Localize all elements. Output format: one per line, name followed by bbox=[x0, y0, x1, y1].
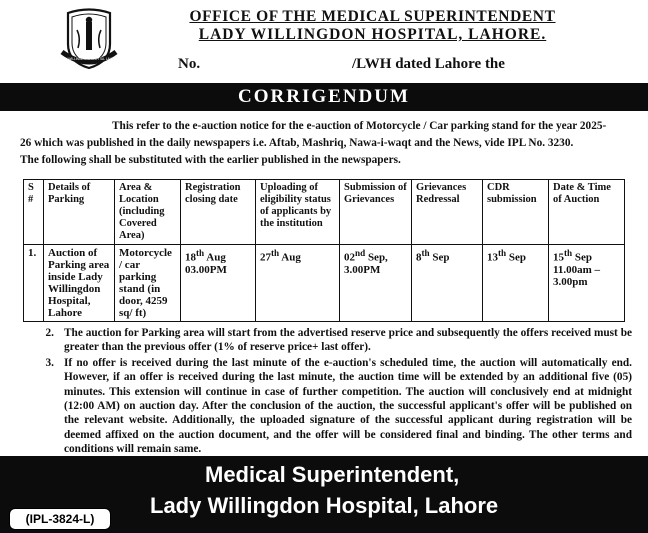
corrigendum-banner: CORRIGENDUM bbox=[0, 83, 648, 111]
cell-cdr: 13th Sep bbox=[483, 245, 549, 322]
intro-line-2: 26 which was published in the daily newspapers i.e. Aftab, Mashriq, Nawa-i-waqt and the News, vide IPL No. 3230. bbox=[20, 137, 574, 149]
header-serial: S # bbox=[24, 180, 44, 245]
intro-line-3: The following shall be substituted with the earlier published in the newspapers. bbox=[20, 154, 401, 166]
cell-uploading: 27th Aug bbox=[256, 245, 340, 322]
table-row bbox=[24, 245, 625, 322]
office-title: OFFICE OF THE MEDICAL SUPERINTENDENT bbox=[189, 8, 556, 25]
cell-area: Motorcycle / car parking stand (in door, 4259 sq/ ft) bbox=[115, 245, 181, 322]
hospital-title: LADY WILLINGDON HOSPITAL, LAHORE. bbox=[198, 26, 547, 43]
header-uploading: Uploading of eligibility status of applicants by the institution bbox=[256, 180, 340, 245]
logo-text: LADY WILLINGDON HOSPITAL LAHORE bbox=[59, 57, 119, 61]
header-redressal: Grievances Redressal bbox=[412, 180, 483, 245]
note-item bbox=[20, 326, 632, 355]
intro-line-1: This refer to the e-auction notice for the e-auction of Motorcycle / Car parking stand for the year 2025- bbox=[112, 120, 607, 132]
header-area: Area & Location (including Covered Area) bbox=[115, 180, 181, 245]
header-auction-date: Date & Time of Auction bbox=[549, 180, 625, 245]
reference-number: No. bbox=[178, 56, 201, 72]
note-text: If no offer is received during the last minute of the e-auction's scheduled time, the auction will automatically end. However, if an offer is received during the last minute, the auction time will be extended by an additional five (05) minutes. This extension will continue in case of further competition. The auction will conclusively end at midnight (12:00 AM) on auction day. After the conclusion of the auction, the successful applicant's offer will be published on the relevant website. Additionally, the uploaded signature of the successful applicant during registration will be deemed affixed on the auction document, and the offer will be considered final and binding. The other terms and conditions will remain same. bbox=[64, 356, 632, 456]
note-number: 3. bbox=[45, 356, 54, 369]
note-item bbox=[20, 356, 632, 457]
header-registration: Registration closing date bbox=[181, 180, 256, 245]
hospital-logo bbox=[56, 8, 122, 70]
note-text: The auction for Parking area will start from the advertised reserve price and subsequently the offers received must be greater than the previous offer (1% of reserve price+ last offer). bbox=[64, 327, 632, 354]
cell-redressal: 8th Sep bbox=[412, 245, 483, 322]
intro-paragraph bbox=[20, 118, 635, 169]
table-header-row bbox=[24, 180, 625, 245]
header-cdr: CDR submission bbox=[483, 180, 549, 245]
cell-submission: 02nd Sep, 3.00PM bbox=[340, 245, 412, 322]
notes-list bbox=[20, 326, 632, 458]
ipl-badge: (IPL-3824-L) bbox=[9, 508, 111, 530]
reference-date: /LWH dated Lahore the bbox=[352, 56, 505, 72]
schedule-table bbox=[23, 179, 625, 322]
note-number: 2. bbox=[45, 327, 54, 339]
signatory-hospital: Lady Willingdon Hospital, Lahore bbox=[150, 493, 499, 518]
signatory-title: Medical Superintendent, bbox=[205, 462, 460, 487]
cell-auction-date: 15th Sep 11.00am – 3.00pm bbox=[549, 245, 625, 322]
header-submission: Submission of Grievances bbox=[340, 180, 412, 245]
cell-serial: 1. bbox=[24, 245, 44, 322]
header-details: Details of Parking bbox=[44, 180, 115, 245]
cell-registration: 18th Aug 03.00PM bbox=[181, 245, 256, 322]
cell-details: Auction of Parking area inside Lady Willingdon Hospital, Lahore bbox=[44, 245, 115, 322]
